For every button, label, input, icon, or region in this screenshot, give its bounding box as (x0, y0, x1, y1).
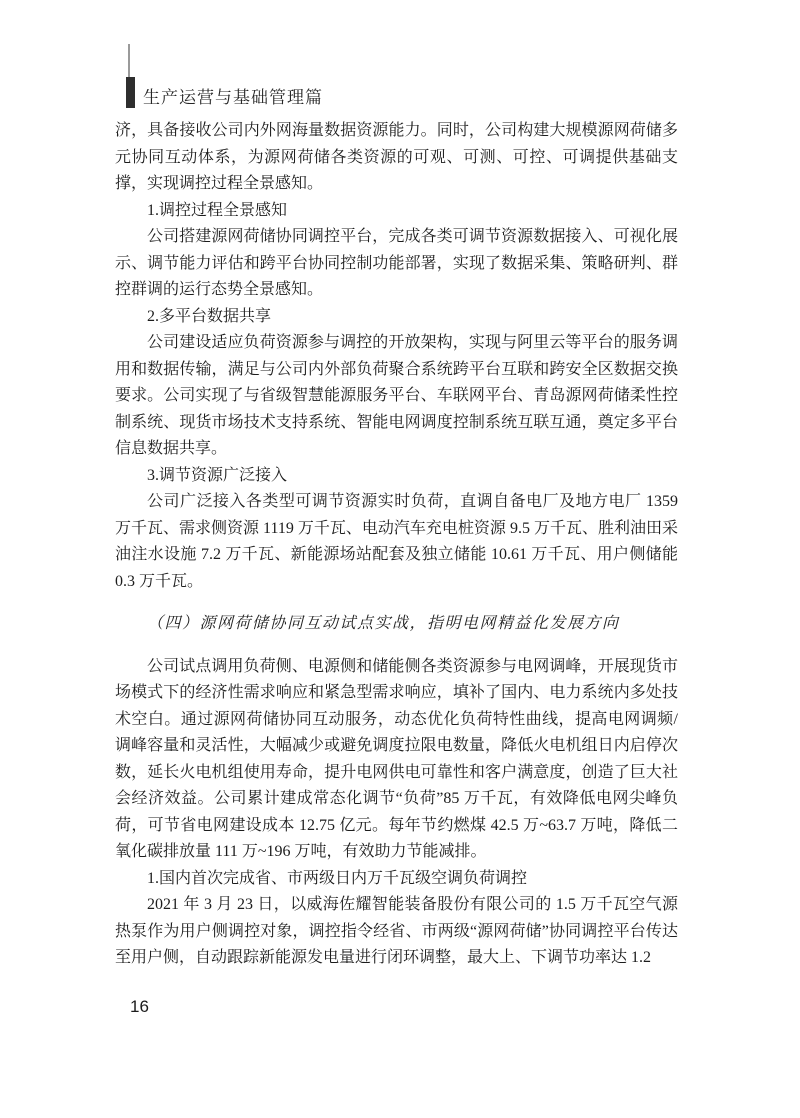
body-paragraph: 公司建设适应负荷资源参与调控的开放架构，实现与阿里云等平台的服务调用和数据传输，满足与公司内外部负荷聚合系统跨平台互联和跨安全区数据交换要求。公司实现了与省级智慧能源服务平台、车联网平台、青岛源网荷储柔性控制系统、现货市场技术支持系统、智能电网调度控制系统互联互通，奠定多平台信息数据共享。 (115, 334, 678, 457)
numbered-heading-1: 1.调控过程全景感知 (147, 201, 288, 219)
page-body (115, 118, 678, 972)
body-paragraph: 公司试点调用负荷侧、电源侧和储能侧各类资源参与电网调峰，开展现货市场模式下的经济性需求响应和紧急型需求响应，填补了国内、电力系统内多处技术空白。通过源网荷储协同互动服务，动态优化负荷特性曲线，提高电网调频/调峰容量和灵活性，大幅减少或避免调度拉限电数量，降低火电机组日内启停次数，延长火电机组使用寿命，提升电网供电可靠性和客户满意度，创造了巨大社会经济效益。公司累计建成常态化调节“负荷”85 万千瓦，有效降低电网尖峰负荷，可节省电网建设成本 12.75 亿元。每年节约燃煤 42.5 万~63.7 万吨，降低二氧化碳排放量 111 万~196 万吨，有效助力节能减排。 (115, 657, 678, 860)
numbered-heading-2: 2.多平台数据共享 (147, 307, 272, 325)
numbered-heading-3: 3.调节资源广泛接入 (147, 466, 288, 484)
header-thin-rule (128, 44, 130, 77)
section-heading-four: （四）源网荷储协同互动试点实战，指明电网精益化发展方向 (147, 615, 620, 632)
page-number: 16 (130, 997, 149, 1016)
body-paragraph-continued: 济，具备接收公司内外网海量数据资源能力。同时，公司构建大规模源网荷储多元协同互动体系，为源网荷储各类资源的可观、可测、可控、可调提供基础支撑，实现调控过程全景感知。 (115, 122, 678, 192)
body-paragraph: 公司搭建源网荷储协同调控平台，完成各类可调节资源数据接入、可视化展示、调节能力评估和跨平台协同控制功能部署，实现了数据采集、策略研判、群控群调的运行态势全景感知。 (115, 228, 678, 298)
header-black-bar (126, 77, 135, 108)
body-paragraph: 2021 年 3 月 23 日，以威海佐耀智能装备股份有限公司的 1.5 万千瓦空气源热泵作为用户侧调控对象，调控指令经省、市两级“源网荷储”协同调控平台传达至用户侧，自动跟踪新能源发电量进行闭环调整，最大上、下调节功率达 1.2 (115, 896, 678, 966)
running-header: 生产运营与基础管理篇 (143, 88, 323, 107)
body-paragraph: 公司广泛接入各类型可调节资源实时负荷，直调自备电厂及地方电厂 1359 万千瓦、需求侧资源 1119 万千瓦、电动汽车充电桩资源 9.5 万千瓦、胜利油田采油注水设施 7.2 万千瓦、新能源场站配套及独立储能 10.61 万千瓦、用户侧储能 0.3 万千瓦。 (115, 493, 678, 590)
numbered-heading-case-1: 1.国内首次完成省、市两级日内万千瓦级空调负荷调控 (147, 869, 528, 887)
